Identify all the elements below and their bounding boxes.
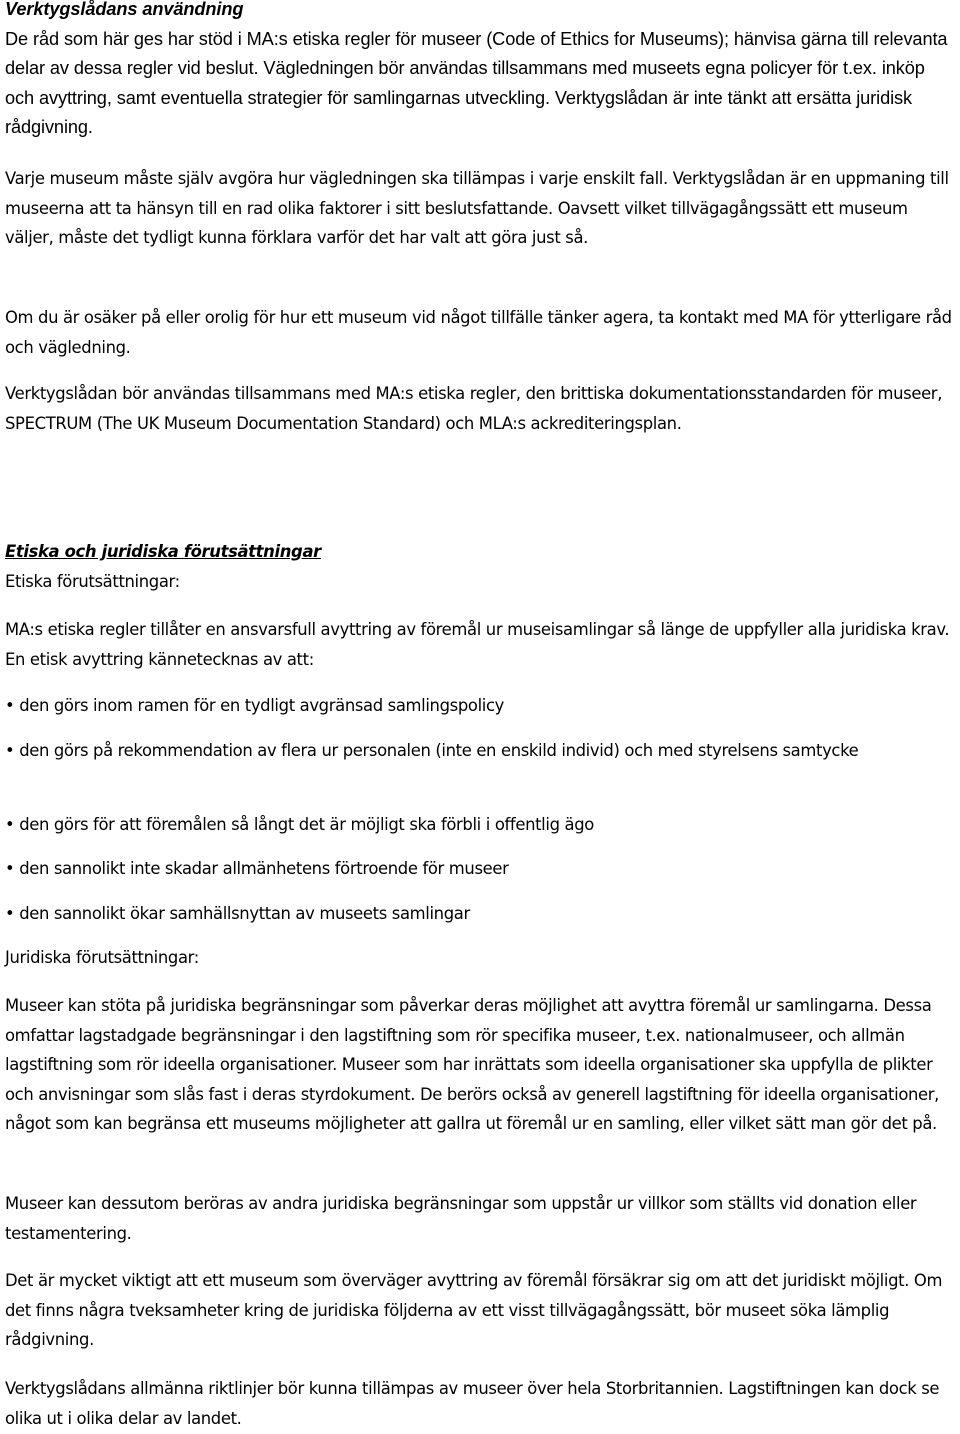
bullet-text: • den görs på rekommendation av flera ur personalen (inte en enskild individ) och med styrelsens samtycke xyxy=(5,736,957,766)
bullet-text: • den görs inom ramen för en tydligt avgränsad samlingspolicy xyxy=(5,691,957,721)
paragraph-legal-2 xyxy=(5,1189,957,1248)
subheading-legal: Juridiska förutsättningar: xyxy=(5,948,199,967)
bullet-list-item xyxy=(5,691,957,721)
paragraph: Verktygslådan bör användas tillsammans med MA:s etiska regler, den brittiska dokumentationsstandarden för museer, SPECTRUM (The UK Museum Documentation Standard) och MLA:s ackrediteringsplan. xyxy=(5,384,943,433)
bullet-list-item xyxy=(5,854,957,884)
paragraph: Museer kan dessutom beröras av andra juridiska begränsningar som uppstår ur villkor som ställts vid donation eller testamentering. xyxy=(5,1194,917,1243)
bullet-text: • den sannolikt inte skadar allmänhetens förtroende för museer xyxy=(5,854,957,884)
paragraph: Varje museum måste själv avgöra hur vägledningen ska tillämpas i varje enskilt fall. Verktygslådan är en uppmaning till museerna att ta hänsyn till en rad olika faktorer i sitt beslutsfattande. Oavsett vilket tillvägagångssätt ett museum väljer, måste det tydligt kunna förklara varför det har valt att göra just så. xyxy=(5,169,949,247)
section-title-ethics-legal: Etiska och juridiska förutsättningar xyxy=(5,542,321,561)
paragraph-standards xyxy=(5,379,957,438)
bullet-text: • den sannolikt ökar samhällsnyttan av museets samlingar xyxy=(5,899,957,929)
subheading-ethical: Etiska förutsättningar: xyxy=(5,571,180,591)
paragraph-legal-1 xyxy=(5,991,957,1139)
paragraph-ethical-intro xyxy=(5,615,957,674)
paragraph: MA:s etiska regler tillåter en ansvarsfull avyttring av föremål ur museisamlingar så länge de uppfyller alla juridiska krav. En etisk avyttring kännetecknas av att: xyxy=(5,620,950,669)
paragraph-legal-3 xyxy=(5,1266,957,1355)
paragraph: Om du är osäker på eller orolig för hur ett museum vid något tillfälle tänker agera, ta kontakt med MA för ytterligare råd och vägledning. xyxy=(5,308,952,357)
bullet-text: • den görs för att föremålen så långt det är möjligt ska förbli i offentlig ägo xyxy=(5,810,957,840)
subheading-legal-block xyxy=(5,943,957,973)
paragraph: Verktygslådans allmänna riktlinjer bör kunna tillämpas av museer över hela Storbritannien. Lagstiftningen kan dock se olika ut i olika delar av landet. xyxy=(5,1379,940,1428)
section-usage xyxy=(5,0,957,143)
bullet-list-item xyxy=(5,899,957,929)
bullet-list-item xyxy=(5,810,957,840)
paragraph-contact xyxy=(5,303,957,362)
bullet-list-item xyxy=(5,736,957,766)
paragraph-legal-4 xyxy=(5,1374,957,1433)
paragraph-apply xyxy=(5,164,957,253)
intro-paragraph: De råd som här ges har stöd i MA:s etiska regler för museer (Code of Ethics for Museums); hänvisa gärna till relevanta delar av dessa regler vid beslut. Vägledningen bör användas tillsammans med museets egna policyer för t.ex. inköp och avyttring, samt eventuella strategier för samlingarnas utveckling. Verktygslådan är inte tänkt att ersätta juridisk rådgivning. xyxy=(5,28,948,137)
paragraph: Det är mycket viktigt att ett museum som överväger avyttring av föremål försäkrar sig om att det juridiskt möjligt. Om det finns några tveksamheter kring de juridiska följderna av ett visst tillvägagångssätt, bör museet söka lämplig rådgivning. xyxy=(5,1271,943,1349)
section-title-usage: Verktygslådans användning xyxy=(5,0,244,19)
section-ethics-legal xyxy=(5,537,957,596)
paragraph: Museer kan stöta på juridiska begränsningar som påverkar deras möjlighet att avyttra föremål ur samlingarna. Dessa omfattar lagstadgade begränsningar i den lagstiftning som rör specifika museer, t.ex. nationalmuseer, och allmän lagstiftning som rör ideella organisationer. Museer som har inrättats som ideella organisationer ska uppfylla de plikter och anvisningar som slås fast i deras styrdokument. De berörs också av generell lagstiftning för ideella organisationer, något som kan begränsa ett museums möjligheter att gallra ut föremål ur en samling, eller vilket sätt man gör det på. xyxy=(5,996,940,1133)
